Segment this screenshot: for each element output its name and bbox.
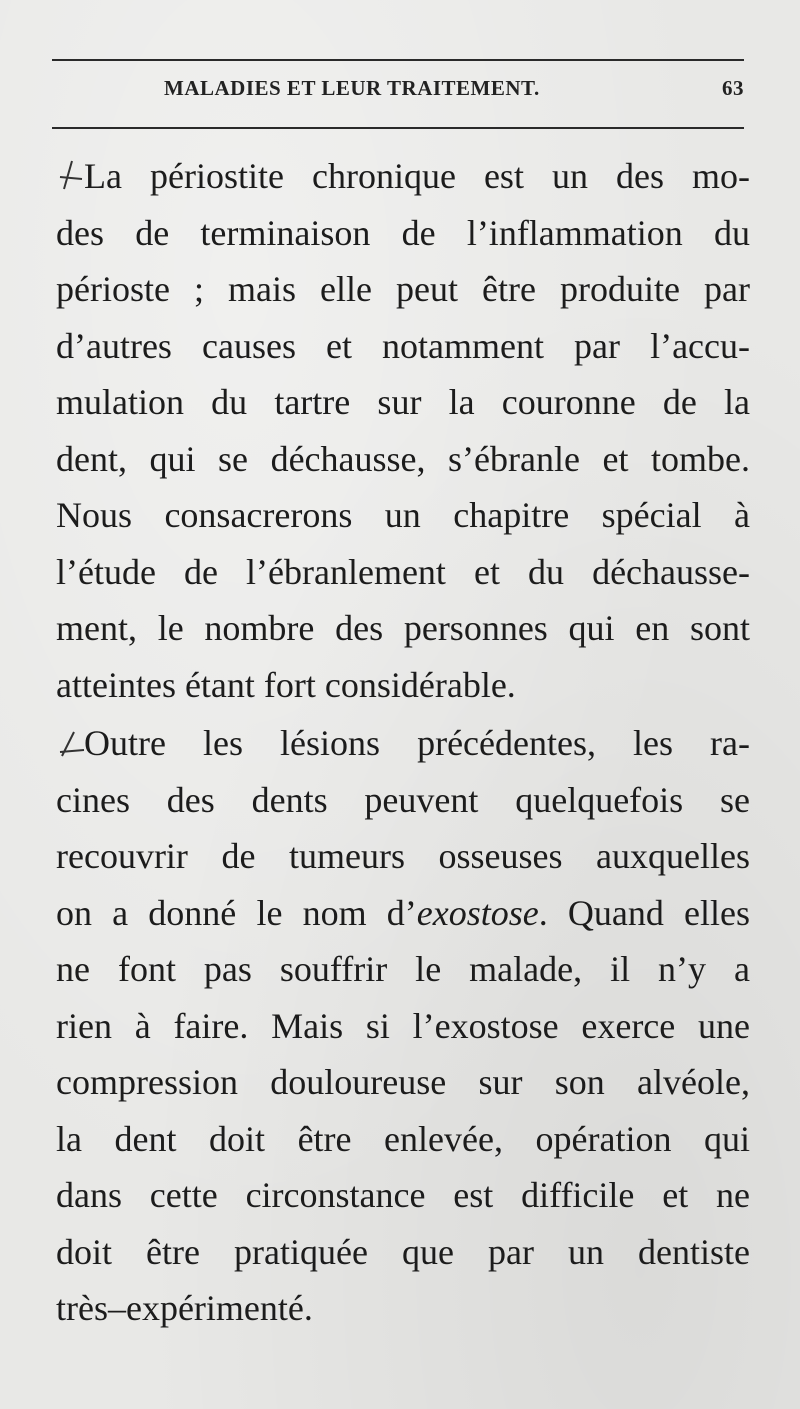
text-line: périoste ; mais elle peut être produite par	[56, 269, 750, 309]
running-header	[52, 76, 744, 108]
text-line: la dent doit être enlevée, opération qui	[56, 1118, 750, 1159]
text-line: compression douloureuse sur son alvéole,	[56, 1062, 750, 1102]
text-line: d’autres causes et notamment par l’accu-	[56, 325, 750, 366]
text-line: La périostite chronique est un des mo-	[56, 148, 750, 205]
text-line: Nous consacrerons un chapitre spécial à	[56, 495, 750, 535]
handwritten-mark-icon	[62, 734, 84, 760]
text-line: très–expérimenté.	[56, 1288, 313, 1328]
text-line: rien à faire. Mais si l’exostose exerce une	[56, 1005, 750, 1046]
text-line: on a donné le nom d’exostose. Quand elles	[56, 892, 750, 933]
text-line: dent, qui se déchausse, s’ébranle et tombe.	[56, 438, 750, 479]
text-line: cines des dents peuvent quelquefois se	[56, 779, 750, 820]
italic-term: exostose	[416, 892, 539, 933]
text-line: recouvrir de tumeurs osseuses auxquelles	[56, 836, 750, 876]
running-title: MALADIES ET LEUR TRAITEMENT.	[164, 76, 540, 100]
text-line: ment, le nombre des personnes qui en sont	[56, 608, 750, 648]
text-line: dans cette circonstance est difficile et ne	[56, 1175, 750, 1215]
handwritten-mark-icon	[62, 167, 84, 193]
text-line: l’étude de l’ébranlement et du déchausse-	[56, 551, 750, 592]
text-line: atteintes étant fort considérable.	[56, 664, 516, 705]
header-bottom-rule	[52, 127, 744, 129]
text-line: Outre les lésions précédentes, les ra-	[56, 715, 750, 772]
header-top-rule	[52, 59, 744, 61]
text-line: doit être pratiquée que par un dentiste	[56, 1231, 750, 1272]
body-text	[56, 148, 750, 1337]
text-line: ne font pas souffrir le malade, il n’y a	[56, 949, 750, 989]
text-line: des de terminaison de l’inflammation du	[56, 212, 750, 253]
page-number: 63	[722, 76, 744, 100]
text-line: mulation du tartre sur la couronne de la	[56, 382, 750, 422]
